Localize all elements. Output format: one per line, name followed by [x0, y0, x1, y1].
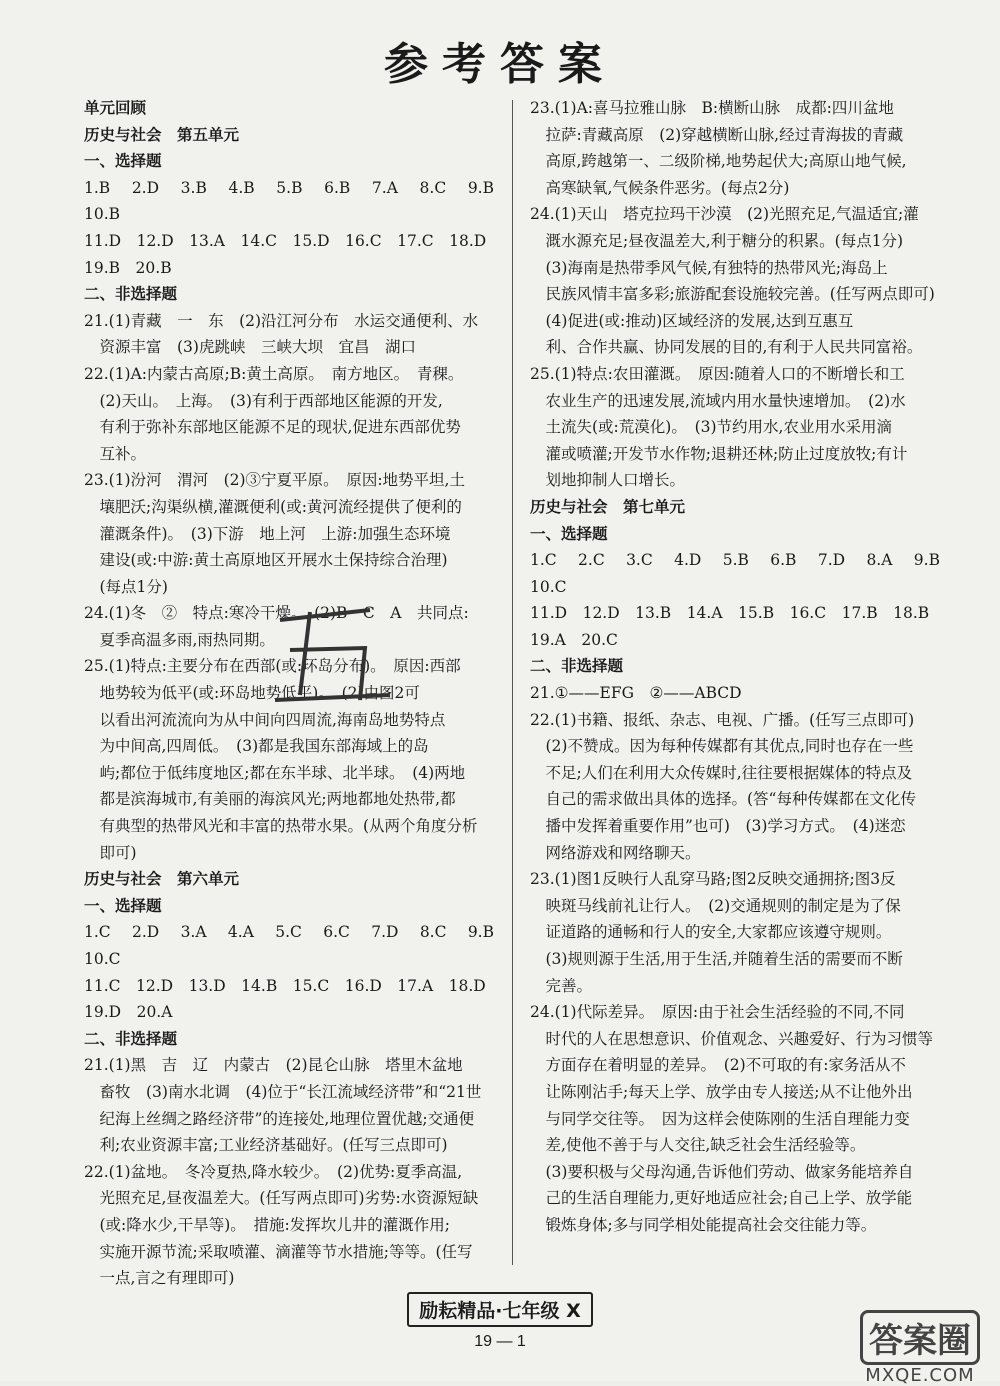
answer-line: 25.(1)特点:农田灌溉。 原因:随着人口的不断增长和工 [530, 364, 905, 383]
answer-line: 溉水源充足;昼夜温差大,利于糖分的积累。(每点1分) [530, 231, 904, 250]
answer-line: 1.C 2.D 3.A 4.A 5.C 6.C 7.D 8.C 9.B 10.C [84, 923, 510, 968]
answer-line: (2)不赞成。因为每种传媒都有其优点,同时也存在一些 [530, 737, 914, 756]
subsection-heading: 二、非选择题 [84, 285, 178, 304]
answer-line: (4)促进(或:推动)区域经济的发展,达到互惠互 [530, 311, 854, 330]
answer-line: 完善。 [530, 976, 593, 995]
answer-line: 与同学交往等。 因为这样会使陈刚的生活自理能力变 [530, 1109, 910, 1128]
subsection-heading: 一、选择题 [530, 524, 608, 543]
section-heading: 单元回顾 [84, 99, 147, 117]
answer-line: (3)规则源于生活,用于生活,并随着生活的需要而不断 [530, 950, 903, 968]
answer-line: 有利于弥补东部地区能源不足的现状,促进东西部优势 [84, 418, 461, 437]
page-number: 19 — 1 [474, 1333, 526, 1350]
answer-line: 24.(1)天山 塔克拉玛干沙漠 (2)光照充足,气温适宜;灌 [530, 205, 919, 224]
answer-line: 高原,跨越第一、二级阶梯,地势起伏大;高原山地气候, [530, 152, 907, 171]
subsection-heading: 二、非选择题 [530, 657, 624, 676]
subsection-heading: 二、非选择题 [84, 1029, 178, 1048]
answer-line: (3)海南是热带季风气候,有独特的热带风光;海岛上 [530, 258, 888, 277]
handwritten-stroke-icon [270, 600, 400, 720]
brand-label: 励耘精品·七年级 X [407, 1292, 592, 1327]
answer-line: 25.(1)特点:主要分布在西部(或:环岛分布)。 原因:西部 [84, 657, 461, 676]
watermark-url: MXQE.COM [865, 1365, 975, 1386]
answer-line: (3)要积极与父母沟通,告诉他们劳动、做家务能培养自 [530, 1162, 914, 1181]
answer-line: 资源丰富 (3)虎跳峡 三峡大坝 宜昌 湖口 [84, 338, 416, 357]
answer-line: 22.(1)A:内蒙古高原;B:黄土高原。 南方地区。 青稞。 [84, 364, 464, 383]
answer-line: 11.D 12.D 13.A 14.C 15.D 16.C 17.C 18.D [84, 231, 487, 250]
answer-line: 差,使他不善于与人交往,缺乏社会生活经验等。 [530, 1136, 866, 1155]
answer-line: 24.(1)代际差异。 原因:由于社会生活经验的不同,不同 [530, 1003, 905, 1022]
answer-line: 23.(1)图1反映行人乱穿马路;图2反映交通拥挤;图3反 [530, 870, 896, 889]
answer-line: 建设(或:中游:黄土高原地区开展水土保持综合治理) [84, 551, 448, 570]
answer-line: 19.D 20.A [84, 1003, 173, 1022]
answer-line: 21.(1)黑 吉 辽 内蒙古 (2)昆仑山脉 塔里木盆地 [84, 1056, 463, 1075]
answer-line: 利;农业资源丰富;工业经济基础好。(任写三点即可) [84, 1136, 448, 1155]
answer-line: 21.(1)青藏 一 东 (2)沿江河分布 水运交通便利、水 [84, 311, 479, 330]
right-column [530, 95, 956, 1239]
subsection-heading: 一、选择题 [84, 152, 162, 171]
answer-line: 11.C 12.D 13.D 14.B 15.C 16.D 17.A 18.D [84, 976, 486, 995]
column-divider [512, 100, 513, 1265]
answer-line: 屿;都位于低纬度地区;都在东半球、北半球。 (4)两地 [84, 763, 466, 782]
answer-line: 方面存在着明显的差异。 (2)不可取的有:家务活从不 [530, 1056, 906, 1075]
answer-line: 23.(1)A:喜马拉雅山脉 B:横断山脉 成都:四川盆地 [530, 99, 894, 117]
answer-line: 实施开源节流;采取喷灌、滴灌等节水措施;等等。(任写 [84, 1242, 473, 1261]
answer-line: (2)天山。 上海。 (3)有利于西部地区能源的开发, [84, 391, 443, 410]
answer-line: 纪海上丝绸之路经济带”的连接处,地理位置优越;交通便 [84, 1109, 475, 1128]
answer-line: (或:降水少,干旱等)。 措施:发挥坎儿井的灌溉作用; [84, 1215, 450, 1234]
answer-line: 夏季高温多雨,雨热同期。 [84, 630, 275, 649]
page-footer [0, 1292, 1000, 1351]
subsection-heading: 一、选择题 [84, 896, 162, 915]
answer-line: 22.(1)盆地。 冬冷夏热,降水较少。 (2)优势:夏季高温, [84, 1162, 463, 1181]
answer-line: 畜牧 (3)南水北调 (4)位于“长江流域经济带”和“21世 [84, 1082, 482, 1101]
answer-line: 光照充足,昼夜温差大。(任写两点即可)劣势:水资源短缺 [84, 1189, 479, 1208]
answer-line: 22.(1)书籍、报纸、杂志、电视、广播。(任写三点即可) [530, 710, 915, 729]
watermark-logo [860, 1310, 980, 1386]
answer-line: 网络游戏和网络聊天。 [530, 843, 701, 862]
watermark-text: 答案圈 [860, 1310, 980, 1365]
answer-line: 高寒缺氧,气候条件恶劣。(每点2分) [530, 178, 790, 197]
page-title: 参考答案 [384, 39, 616, 90]
answer-line: 19.A 20.C [530, 630, 618, 649]
answer-line: 拉萨:青藏高原 (2)穿越横断山脉,经过青海拔的青藏 [530, 125, 904, 144]
section-heading: 历史与社会 第七单元 [530, 497, 686, 516]
answer-line: 划地抑制人口增长。 [530, 471, 686, 490]
answer-line: 利、合作共赢、协同发展的目的,有利于人民共同富裕。 [530, 338, 923, 357]
answer-line: 证道路的通畅和行人的安全,大家都应该遵守规则。 [530, 923, 892, 942]
answer-line: 锻炼身体;多与同学相处能提高社会交往能力等。 [530, 1215, 877, 1234]
answer-line: 时代的人在思想意识、价值观念、兴趣爱好、行为习惯等 [530, 1029, 934, 1048]
answer-line: 19.B 20.B [84, 258, 172, 277]
answer-line: 农业生产的迅速发展,流域内用水量快速增加。 (2)水 [530, 391, 906, 410]
section-heading: 历史与社会 第五单元 [84, 125, 240, 144]
answer-line: 24.(1)冬 ② 特点:寒冷干燥。 (2)B C A 共同点: [84, 604, 469, 623]
answer-line: 民族风情丰富多彩;旅游配套设施较完善。(任写两点即可) [530, 285, 935, 304]
answer-line: 21.①——EFG ②——ABCD [530, 684, 742, 703]
answer-line: 11.D 12.D 13.B 14.A 15.B 16.C 17.B 18.B [530, 604, 930, 623]
answer-line: 以看出河流流向为从中间向四周流,海南岛地势特点 [84, 710, 446, 729]
answer-line: 土流失(或:荒漠化)。 (3)节约用水,农业用水采用滴 [530, 418, 892, 437]
answer-line: (每点1分) [84, 577, 168, 596]
answer-line: 为中间高,四周低。 (3)都是我国东部海域上的岛 [84, 737, 429, 756]
answer-line: 一点,言之有理即可) [84, 1269, 235, 1288]
answer-line: 即可) [84, 843, 137, 862]
answer-line: 灌或喷灌;开发节水作物;退耕还林;防止过度放牧;有计 [530, 444, 908, 463]
answer-line: 1.B 2.D 3.B 4.B 5.B 6.B 7.A 8.C 9.B 10.B [84, 178, 510, 224]
handwriting-mark [270, 600, 400, 724]
answer-line: 己的生活自理能力,更好地适应社会;自己上学、放学能 [530, 1189, 913, 1208]
answer-line: 映斑马线前礼让行人。 (2)交通规则的制定是为了保 [530, 896, 901, 915]
answer-line: 互补。 [84, 444, 147, 463]
answer-line: 23.(1)汾河 渭河 (2)③宁夏平原。 原因:地势平坦,土 [84, 471, 465, 490]
answer-line: 有典型的热带风光和丰富的热带水果。(从两个角度分析 [84, 817, 478, 836]
answer-line: 1.C 2.C 3.C 4.D 5.B 6.B 7.D 8.A 9.B 10.C [530, 551, 956, 596]
answer-line: 壤肥沃;沟渠纵横,灌溉便利(或:黄河流经提供了便利的 [84, 497, 462, 516]
answer-line: 播中发挥着重要作用”也可) (3)学习方式。 (4)迷恋 [530, 817, 906, 836]
answer-line: 不足;人们在利用大众传媒时,往往要根据媒体的特点及 [530, 763, 913, 782]
answer-line: 都是滨海城市,有美丽的海滨风光;两地都地处热带,都 [84, 790, 456, 809]
answer-line: 让陈刚沾手;每天上学、放学由专人接送;从不让他外出 [530, 1082, 913, 1101]
answer-line: 自己的需求做出具体的选择。(答“每种传媒都在文化传 [530, 790, 916, 809]
answer-line: 地势较为低平(或:环岛地势低平)。 (2)由图2可 [84, 684, 420, 703]
section-heading: 历史与社会 第六单元 [84, 870, 240, 889]
answer-line: 灌溉条件)。 (3)下游 地上河 上游:加强生态环境 [84, 524, 451, 543]
